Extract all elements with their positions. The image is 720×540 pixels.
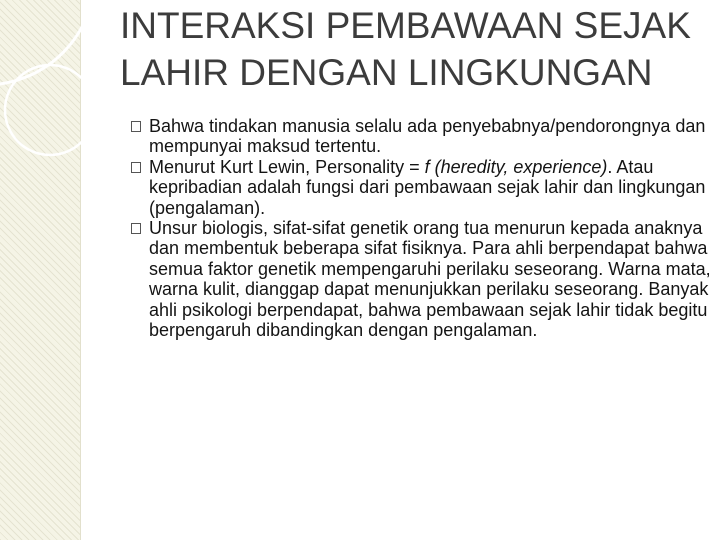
bullet-text: Unsur biologis, sifat-sifat genetik orang tua menurun kepada anaknya dan membentuk beberapa sifat fisiknya. Para ahli berpendapat bahwa semua faktor genetik mempengaruhi perilaku seseorang. Warna mata, warna kulit, dianggap dapat menunjukkan perilaku seseorang. Banyak ahli psikologi berpendapat, bahwa pembawaan sejak lahir tidak begitu berpengaruh dibandingkan dengan pengalaman.: [149, 218, 711, 341]
bullet-text-after: . Atau kepribadian adalah fungsi dari pembawaan sejak lahir dan lingkungan (pengalaman).: [149, 156, 706, 218]
box-bullet-icon: [131, 162, 141, 173]
decorative-arcs: [0, 0, 130, 170]
bullet-item: [131, 116, 716, 157]
bullet-item: [131, 157, 716, 218]
slide-title: INTERAKSI PEMBAWAAN SEJAK LAHIR DENGAN LINGKUNGAN: [120, 5, 691, 93]
bullet-list: [131, 116, 716, 340]
bullet-text: Bahwa tindakan manusia selalu ada penyebabnya/pendorongnya dan mempunyai maksud tertentu.: [149, 116, 706, 157]
box-bullet-icon: [131, 223, 141, 234]
formula-italic: f (heredity, experience): [424, 156, 608, 177]
box-bullet-icon: [131, 121, 141, 132]
bullet-item: [131, 218, 716, 340]
bullet-text-before: Menurut Kurt Lewin, Personality =: [149, 156, 425, 177]
